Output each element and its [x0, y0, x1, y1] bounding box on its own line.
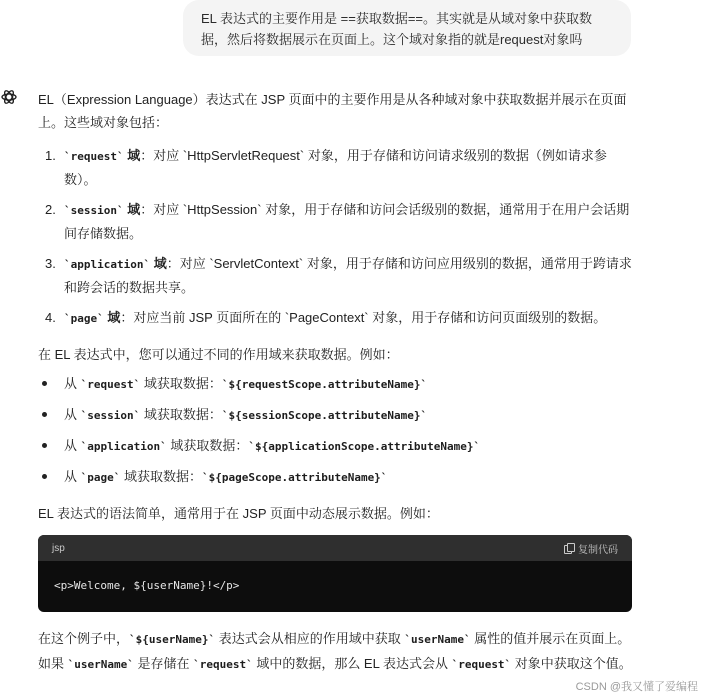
example-scope: `application`	[80, 440, 167, 453]
example-expr: `${sessionScope.attributeName}`	[221, 409, 428, 422]
assistant-avatar-icon	[0, 88, 18, 106]
scope-list	[38, 144, 634, 330]
example-prefix: 从	[64, 407, 81, 422]
list-number: 1.	[45, 148, 56, 163]
scope-desc: ：对应 `HttpServletRequest` 对象，用于存储和访问请求级别的数据（例如请求参数）。	[64, 148, 607, 187]
example-prefix: 从	[64, 469, 81, 484]
scope-desc: ：对应 `HttpSession` 对象，用于存储和访问会话级别的数据，通常用于在用户会话期间存储数据。	[64, 202, 630, 241]
example-prefix: 从	[64, 438, 81, 453]
scope-label: 域	[150, 256, 167, 271]
conclusion-text: 对象中获取这个值。	[511, 656, 632, 671]
scope-item-request	[38, 144, 634, 191]
copy-icon	[564, 543, 574, 553]
conclusion	[38, 627, 634, 677]
scope-code: `request`	[64, 150, 124, 163]
conclusion-text: 属性的值并展示在页面上。如果	[38, 631, 631, 671]
scope-desc: ：对应当前 JSP 页面所在的 `PageContext` 对象，用于存储和访问页面级别的数据。	[120, 310, 607, 325]
example-expr: `${requestScope.attributeName}`	[221, 378, 428, 391]
example-prefix: 从	[64, 376, 81, 391]
scope-item-session	[38, 198, 634, 245]
example-scope: `page`	[80, 471, 121, 484]
example-list	[38, 372, 634, 489]
scope-label: 域	[103, 310, 121, 325]
example-expr: `${applicationScope.attributeName}`	[248, 440, 481, 453]
user-message-text: EL 表达式的主要作用是 ==获取数据==。其实就是从域对象中获取数据，然后将数据展示在页面上。这个域对象指的就是request对象吗	[201, 11, 593, 47]
scope-code: `application`	[64, 258, 151, 271]
conclusion-text: 是存储在	[133, 656, 194, 671]
scope-label: 域	[123, 202, 141, 217]
scope-code: `page`	[64, 312, 104, 325]
list-number: 3.	[45, 256, 56, 271]
conclusion-code: `userName`	[67, 658, 134, 671]
examples-intro: 在 EL 表达式中，您可以通过不同的作用域来获取数据。例如：	[38, 347, 399, 362]
bullet-icon	[42, 381, 47, 386]
scope-label: 域	[123, 148, 141, 163]
bullet-icon	[42, 474, 47, 479]
list-item	[38, 372, 634, 396]
bullet-icon	[42, 412, 47, 417]
user-message-bubble	[183, 0, 631, 56]
answer-intro: EL（Expression Language）表达式在 JSP 页面中的主要作用是从各种域对象中获取数据并展示在页面上。这些域对象包括：	[38, 92, 627, 130]
copy-code-button[interactable]	[564, 541, 618, 556]
conclusion-text: 域中的数据，那么 EL 表达式会从	[252, 656, 452, 671]
example-middle: 域获取数据：	[166, 438, 249, 453]
conclusion-code: `request`	[451, 658, 512, 671]
list-item	[38, 465, 634, 489]
conclusion-code: `userName`	[404, 633, 471, 646]
code-block	[38, 535, 632, 612]
code-language: jsp	[52, 542, 65, 554]
conclusion-code: `request`	[193, 658, 253, 671]
example-middle: 域获取数据：	[140, 376, 222, 391]
copy-code-label: 复制代码	[578, 544, 618, 556]
scope-item-application	[38, 252, 634, 299]
code-block-header	[38, 535, 632, 561]
list-number: 2.	[45, 202, 56, 217]
example-middle: 域获取数据：	[120, 469, 202, 484]
example-scope: `session`	[80, 409, 141, 422]
conclusion-code: `${userName}`	[129, 633, 216, 646]
conclusion-text: 表达式会从相应的作用域中获取	[215, 631, 405, 646]
list-item	[38, 434, 634, 458]
scope-code: `session`	[64, 204, 124, 217]
example-expr: `${pageScope.attributeName}`	[202, 471, 388, 484]
list-item	[38, 403, 634, 427]
code-content: <p>Welcome, ${userName}!</p>	[54, 579, 240, 592]
conclusion-text: 在这个例子中，	[38, 631, 130, 646]
scope-desc: ：对应 `ServletContext` 对象，用于存储和访问应用级别的数据，通常用于跨请求和跨会话的数据共享。	[64, 256, 632, 295]
watermark: CSDN @我又懂了爱编程	[575, 681, 698, 693]
syntax-intro: EL 表达式的语法简单，通常用于在 JSP 页面中动态展示数据。例如：	[38, 506, 439, 521]
bullet-icon	[42, 443, 47, 448]
example-scope: `request`	[80, 378, 141, 391]
example-middle: 域获取数据：	[140, 407, 222, 422]
scope-item-page	[38, 306, 634, 330]
assistant-answer	[38, 88, 634, 677]
list-number: 4.	[45, 310, 56, 325]
